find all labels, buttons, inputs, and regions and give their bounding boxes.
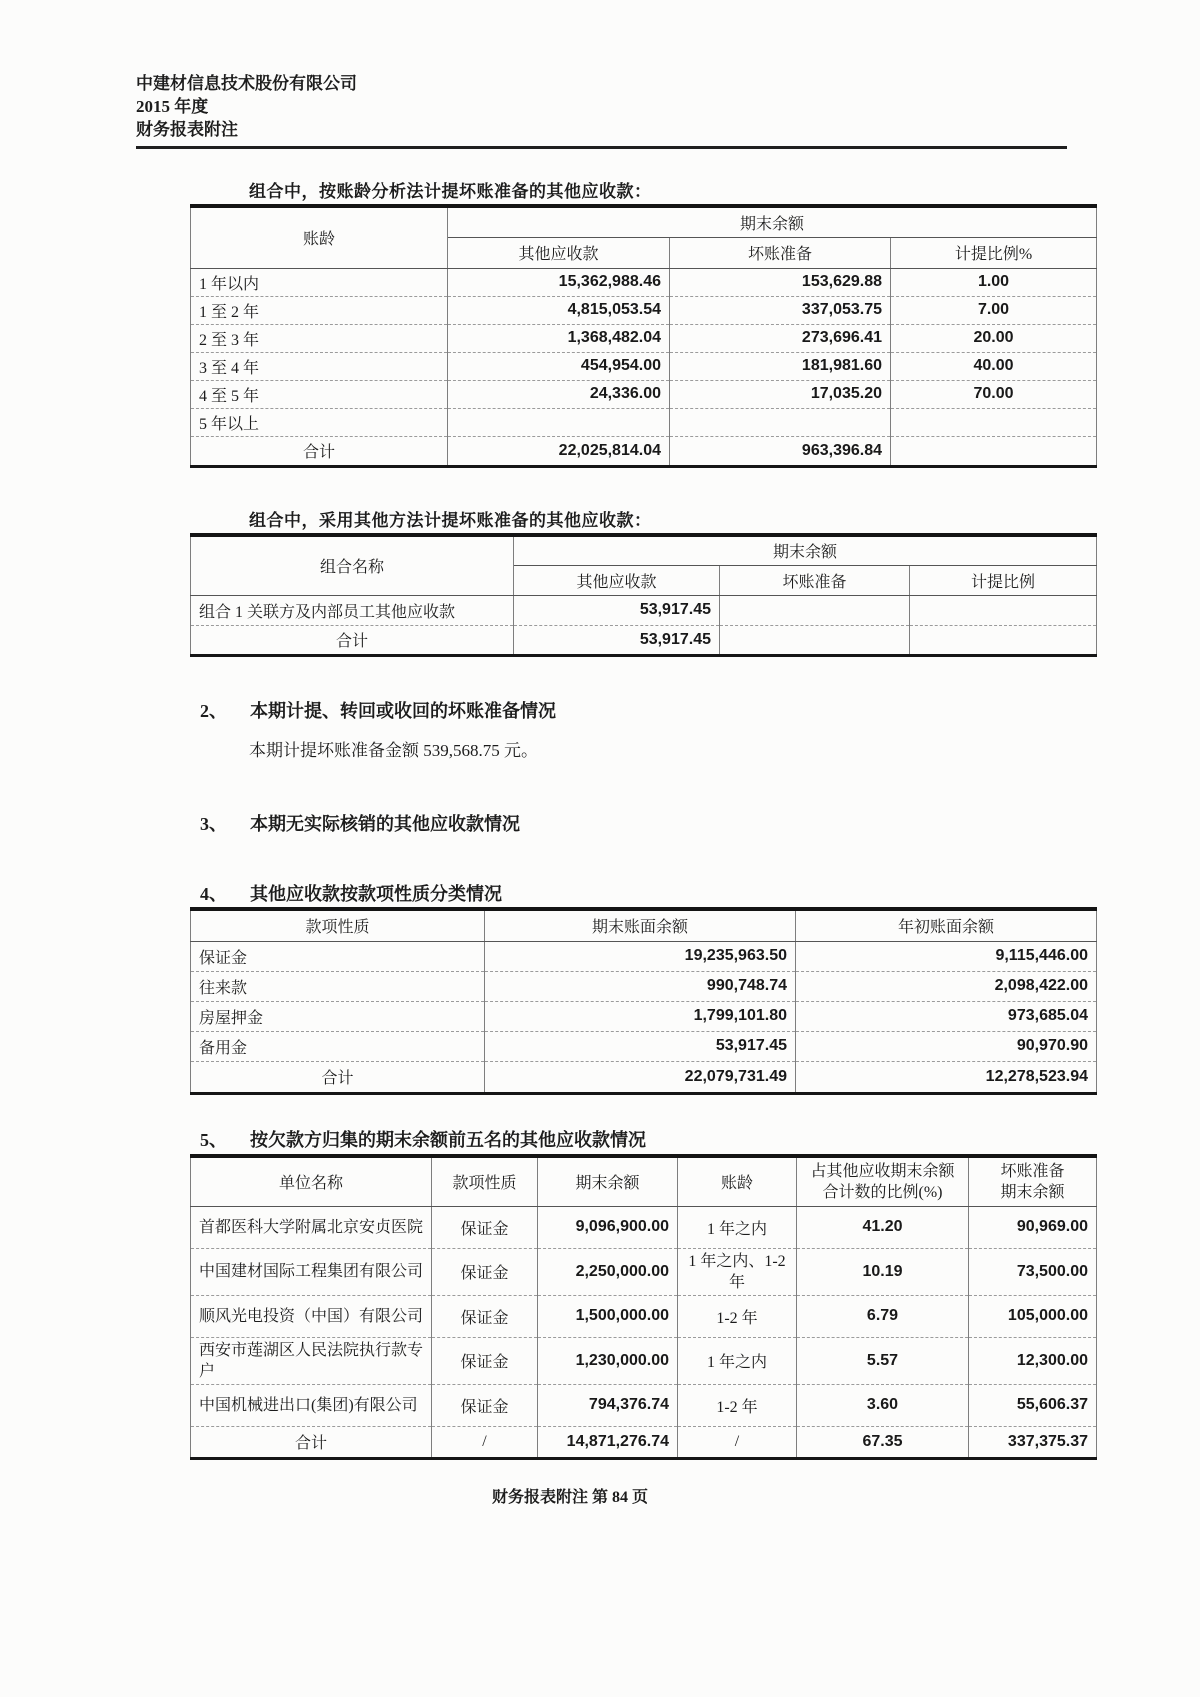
provision-cell: 12,300.00	[969, 1337, 1097, 1384]
total-label-cell: 合计	[191, 625, 514, 655]
table-row	[191, 1295, 1097, 1337]
other-method-table-title: 组合中，采用其他方法计提坏账准备的其他应收款：	[249, 511, 652, 530]
page-footer: 财务报表附注 第 84 页	[491, 1489, 648, 1506]
table-row	[191, 1206, 1097, 1248]
aging-cell: 4 至 5 年	[191, 380, 448, 408]
table-row	[191, 1337, 1097, 1384]
ratio-cell: 10.19	[797, 1248, 969, 1295]
section-title: 其他应收款按款项性质分类情况	[250, 884, 502, 904]
ending-balance-cell: 19,235,963.50	[485, 941, 796, 971]
nature-cell: 保证金	[432, 1337, 538, 1384]
table-row	[191, 380, 1097, 408]
total-ratio-cell: 67.35	[797, 1426, 969, 1458]
receivable-cell	[448, 408, 670, 436]
receivable-cell: 24,336.00	[448, 380, 670, 408]
table-row	[191, 595, 1097, 625]
table-row	[191, 352, 1097, 380]
provision-cell: 105,000.00	[969, 1295, 1097, 1337]
provision-cell: 17,035.20	[670, 380, 891, 408]
table-header-row	[191, 909, 1097, 941]
unit-name-cell: 顺风光电投资（中国）有限公司	[191, 1295, 432, 1337]
table-header-row	[191, 535, 1097, 565]
table-row	[191, 1031, 1097, 1061]
ending-balance-cell: 990,748.74	[485, 971, 796, 1001]
ratio-cell: 20.00	[891, 324, 1097, 352]
total-nature-cell: /	[432, 1426, 538, 1458]
aging-cell: 1 年之内	[678, 1206, 797, 1248]
document-title: 财务报表附注	[136, 120, 238, 139]
ratio-column-header: 计提比例	[910, 565, 1097, 595]
provision-column-header: 坏账准备	[670, 237, 891, 268]
total-provision-cell: 337,375.37	[969, 1426, 1097, 1458]
total-beginning-balance-cell: 12,278,523.94	[796, 1061, 1097, 1093]
beginning-balance-cell: 973,685.04	[796, 1001, 1097, 1031]
ratio-cell: 41.20	[797, 1206, 969, 1248]
balance-cell: 1,500,000.00	[538, 1295, 678, 1337]
provision-cell: 55,606.37	[969, 1384, 1097, 1426]
provision-cell: 273,696.41	[670, 324, 891, 352]
total-label-cell: 合计	[191, 1061, 485, 1093]
ratio-cell: 6.79	[797, 1295, 969, 1337]
unit-name-cell: 首都医科大学附属北京安贞医院	[191, 1206, 432, 1248]
table-total-row	[191, 625, 1097, 655]
table-row	[191, 268, 1097, 296]
section-number: 4、	[200, 884, 227, 904]
unit-name-cell: 中国建材国际工程集团有限公司	[191, 1248, 432, 1295]
provision-cell	[720, 595, 910, 625]
aging-analysis-table	[190, 204, 1097, 468]
aging-cell: 3 至 4 年	[191, 352, 448, 380]
provision-cell: 73,500.00	[969, 1248, 1097, 1295]
period-end-group-header: 期末余额	[448, 206, 1097, 237]
ratio-cell: 3.60	[797, 1384, 969, 1426]
ratio-column-header	[797, 1156, 969, 1206]
total-label-cell: 合计	[191, 1426, 432, 1458]
aging-column-header: 账龄	[678, 1156, 797, 1206]
beginning-balance-cell: 9,115,446.00	[796, 941, 1097, 971]
provision-cell: 153,629.88	[670, 268, 891, 296]
provision-cell: 337,053.75	[670, 296, 891, 324]
aging-cell: 5 年以上	[191, 408, 448, 436]
table-row	[191, 296, 1097, 324]
section-2-body: 本期计提坏账准备金额 539,568.75 元。	[249, 741, 538, 760]
balance-cell: 1,230,000.00	[538, 1337, 678, 1384]
ratio-cell	[910, 595, 1097, 625]
aging-cell: 1-2 年	[678, 1295, 797, 1337]
aging-table-title: 组合中，按账龄分析法计提坏账准备的其他应收款：	[249, 182, 652, 201]
ratio-cell	[891, 408, 1097, 436]
balance-cell: 2,250,000.00	[538, 1248, 678, 1295]
section-2-heading	[200, 697, 556, 723]
unit-name-cell: 西安市莲湖区人民法院执行款专户	[191, 1337, 432, 1384]
ratio-cell: 7.00	[891, 296, 1097, 324]
aging-cell: 1 年之内	[678, 1337, 797, 1384]
total-label-cell: 合计	[191, 436, 448, 466]
nature-cell: 保证金	[432, 1248, 538, 1295]
ratio-header-line1: 占其他应收期末余额	[810, 1162, 955, 1180]
nature-cell: 房屋押金	[191, 1001, 485, 1031]
ending-balance-cell: 53,917.45	[485, 1031, 796, 1061]
beginning-balance-cell: 90,970.90	[796, 1031, 1097, 1061]
nature-classification-table	[190, 907, 1097, 1095]
nature-cell: 保证金	[191, 941, 485, 971]
balance-cell: 794,376.74	[538, 1384, 678, 1426]
receivable-cell: 15,362,988.46	[448, 268, 670, 296]
section-number: 2、	[200, 701, 227, 721]
ratio-header-line2: 合计数的比例(%)	[822, 1183, 943, 1201]
total-balance-cell: 14,871,276.74	[538, 1426, 678, 1458]
table-row	[191, 408, 1097, 436]
receivable-cell: 4,815,053.54	[448, 296, 670, 324]
other-method-table	[190, 533, 1097, 657]
total-receivable-cell: 53,917.45	[514, 625, 720, 655]
portfolio-name-cell: 组合 1 关联方及内部员工其他应收款	[191, 595, 514, 625]
table-total-row	[191, 436, 1097, 466]
nature-cell: 保证金	[432, 1206, 538, 1248]
section-5-heading	[200, 1126, 646, 1152]
section-4-heading	[200, 880, 502, 906]
receivable-cell: 53,917.45	[514, 595, 720, 625]
aging-cell: 1 年以内	[191, 268, 448, 296]
total-provision-cell	[720, 625, 910, 655]
balance-column-header: 期末余额	[538, 1156, 678, 1206]
ratio-cell: 5.57	[797, 1337, 969, 1384]
total-provision-cell: 963,396.84	[670, 436, 891, 466]
page-header	[136, 72, 357, 141]
table-header-row	[191, 1156, 1097, 1206]
unit-name-column-header: 单位名称	[191, 1156, 432, 1206]
period-end-group-header: 期末余额	[514, 535, 1097, 565]
table-row	[191, 324, 1097, 352]
table-row	[191, 1248, 1097, 1295]
ratio-column-header: 计提比例%	[891, 237, 1097, 268]
provision-header-line2: 期末余额	[1000, 1183, 1065, 1201]
nature-cell: 保证金	[432, 1295, 538, 1337]
table-total-row	[191, 1061, 1097, 1093]
aging-cell: 1-2 年	[678, 1384, 797, 1426]
provision-column-header	[969, 1156, 1097, 1206]
ending-balance-column-header: 期末账面余额	[485, 909, 796, 941]
provision-cell: 181,981.60	[670, 352, 891, 380]
company-name: 中建材信息技术股份有限公司	[136, 74, 357, 93]
ratio-cell: 40.00	[891, 352, 1097, 380]
receivable-column-header: 其他应收款	[514, 565, 720, 595]
nature-column-header: 款项性质	[432, 1156, 538, 1206]
section-number: 3、	[200, 814, 227, 834]
table-row	[191, 971, 1097, 1001]
provision-header-line1: 坏账准备	[1000, 1162, 1065, 1180]
receivable-cell: 454,954.00	[448, 352, 670, 380]
table-row	[191, 1001, 1097, 1031]
receivable-cell: 1,368,482.04	[448, 324, 670, 352]
section-title: 按欠款方归集的期末余额前五名的其他应收款情况	[250, 1130, 646, 1150]
aging-cell: 2 至 3 年	[191, 324, 448, 352]
header-divider	[136, 146, 1067, 149]
section-title: 本期无实际核销的其他应收款情况	[250, 814, 520, 834]
aging-cell: 1 年之内、1-2 年	[678, 1248, 797, 1295]
table-total-row	[191, 1426, 1097, 1458]
table-row	[191, 941, 1097, 971]
provision-cell: 90,969.00	[969, 1206, 1097, 1248]
receivable-column-header: 其他应收款	[448, 237, 670, 268]
ending-balance-cell: 1,799,101.80	[485, 1001, 796, 1031]
total-receivable-cell: 22,025,814.04	[448, 436, 670, 466]
table-header-row	[191, 206, 1097, 237]
aging-column-header: 账龄	[191, 206, 448, 268]
portfolio-column-header: 组合名称	[191, 535, 514, 595]
nature-cell: 往来款	[191, 971, 485, 1001]
provision-cell	[670, 408, 891, 436]
aging-cell: 1 至 2 年	[191, 296, 448, 324]
total-ending-balance-cell: 22,079,731.49	[485, 1061, 796, 1093]
section-number: 5、	[200, 1130, 227, 1150]
total-aging-cell: /	[678, 1426, 797, 1458]
top5-debtors-table	[190, 1154, 1097, 1460]
beginning-balance-cell: 2,098,422.00	[796, 971, 1097, 1001]
table-row	[191, 1384, 1097, 1426]
beginning-balance-column-header: 年初账面余额	[796, 909, 1097, 941]
total-ratio-cell	[910, 625, 1097, 655]
ratio-cell: 1.00	[891, 268, 1097, 296]
provision-column-header: 坏账准备	[720, 565, 910, 595]
balance-cell: 9,096,900.00	[538, 1206, 678, 1248]
nature-cell: 备用金	[191, 1031, 485, 1061]
fiscal-year: 2015 年度	[136, 97, 209, 116]
total-ratio-cell	[891, 436, 1097, 466]
section-title: 本期计提、转回或收回的坏账准备情况	[250, 701, 556, 721]
unit-name-cell: 中国机械进出口(集团)有限公司	[191, 1384, 432, 1426]
nature-column-header: 款项性质	[191, 909, 485, 941]
ratio-cell: 70.00	[891, 380, 1097, 408]
nature-cell: 保证金	[432, 1384, 538, 1426]
section-3-heading	[200, 810, 520, 836]
